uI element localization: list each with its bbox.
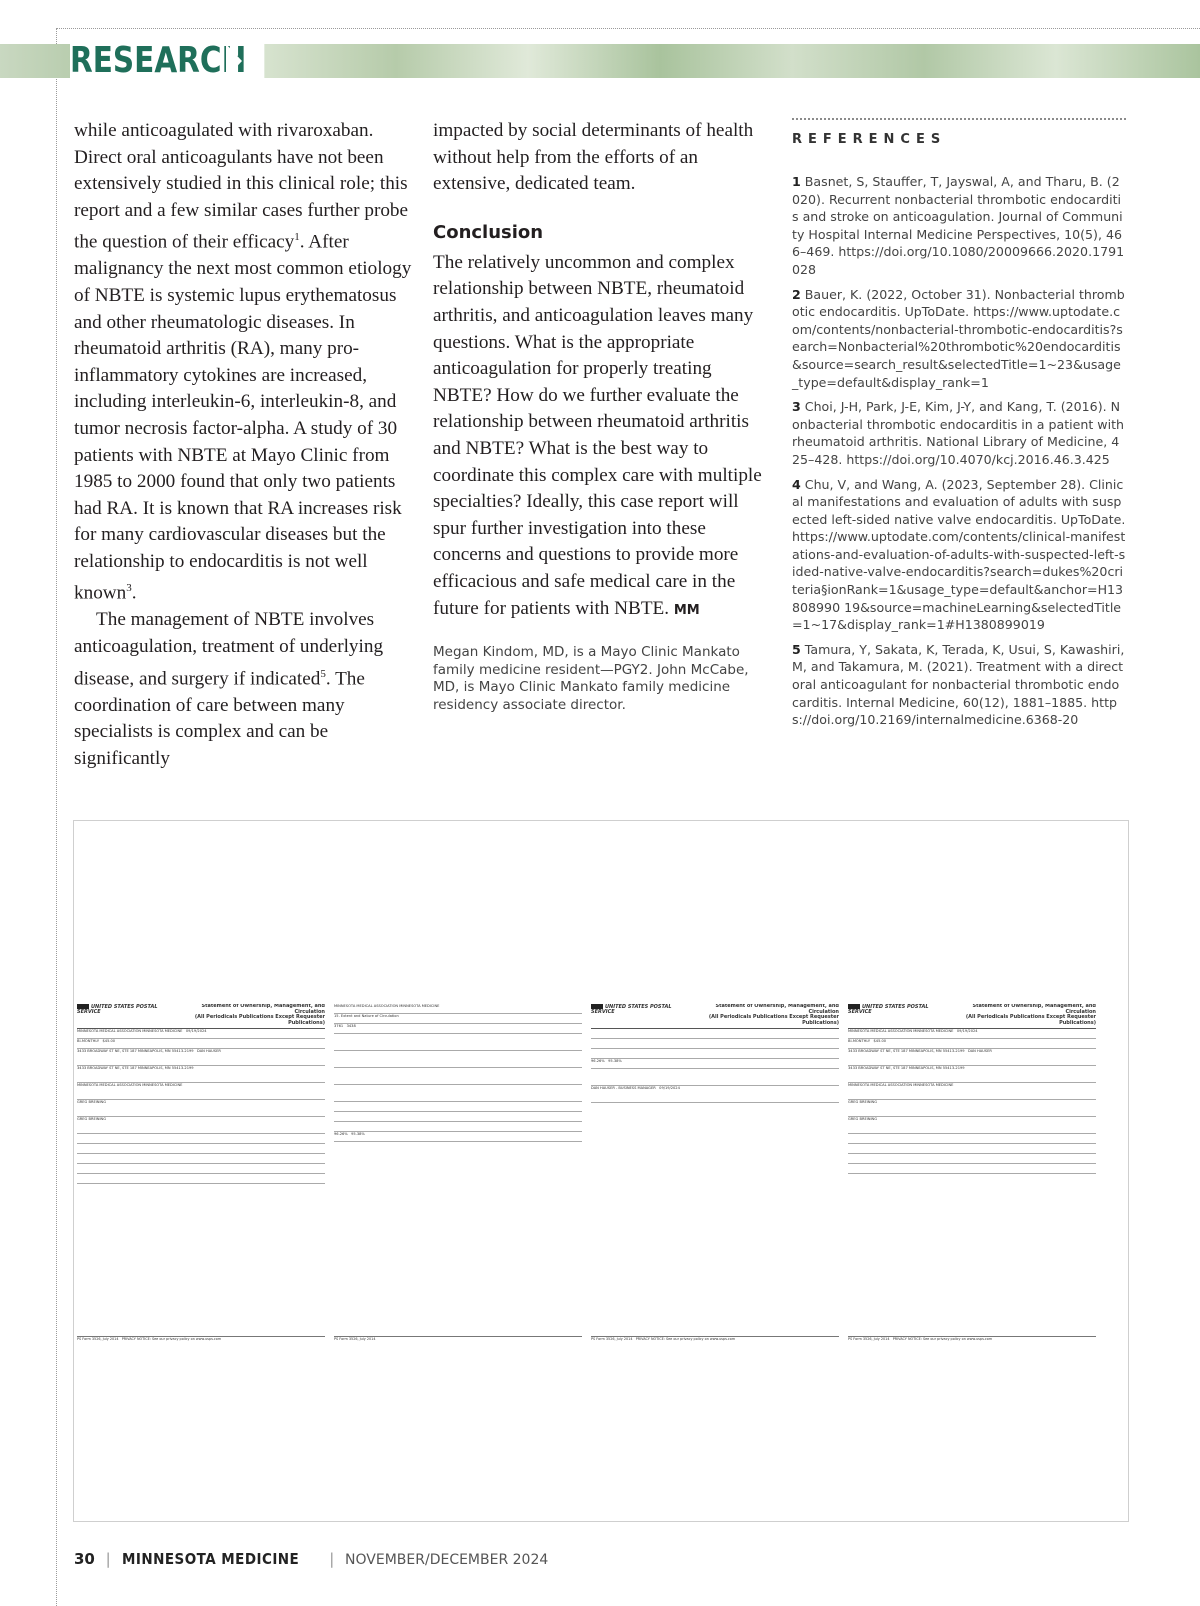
paragraph: impacted by social determinants of health without help from the efforts of an extensive, dedicated team. xyxy=(433,120,754,195)
form-row xyxy=(77,1164,325,1174)
page-footer: 30 | MINNESOTA MEDICINE | NOVEMBER/DECEMBER 2024 xyxy=(74,1550,549,1568)
body-column-1 xyxy=(74,118,412,772)
form-row: 96.26% 95.38% xyxy=(591,1059,839,1069)
form-footer: PS Form 3526, July 2014 xyxy=(334,1336,582,1341)
left-rule xyxy=(56,28,57,1606)
issue-date: NOVEMBER/DECEMBER 2024 xyxy=(345,1552,549,1568)
usps-logo: UNITED STATES POSTAL SERVICE xyxy=(77,1004,158,1015)
form-row xyxy=(334,1034,582,1051)
form-row xyxy=(334,1051,582,1068)
form-row xyxy=(77,1134,325,1144)
form-row xyxy=(334,1068,582,1085)
form-row xyxy=(334,1122,582,1132)
form-row: 3433 BROADWAY ST NE, STE 187 MINNEAPOLIS, MN 55413-2199 DAN HAUSER xyxy=(848,1049,1096,1066)
end-mark: MM xyxy=(673,602,700,618)
top-rule xyxy=(56,28,1200,29)
form-row: 3433 BROADWAY ST NE, STE 187 MINNEAPOLIS, MN 55413-2199 xyxy=(848,1066,1096,1083)
section-label: RESEARCH xyxy=(70,40,264,82)
reference-item: 5 Tamura, Y, Sakata, K, Terada, K, Usui, S, Kawashiri, M, and Takamura, M. (2021). Treatment with a direct oral anticoagulant for nonbacterial thrombotic endocarditis. Internal Medicine, 60(12), 1881–1885. https://doi.org/10.2169/internalmedicine.6368-20 xyxy=(792,641,1125,728)
form-row xyxy=(591,1049,839,1059)
form-row: 15. Extent and Nature of Circulation xyxy=(334,1014,582,1024)
ownership-statement-box xyxy=(73,820,1129,1522)
paragraph: The relatively uncommon and complex relationship between NBTE, rheumatoid arthritis, and anticoagulation leaves many questions. What is the appropriate anticoagulation for properly treating NBTE? How do we further evaluate the relationship between rheumatoid arthritis and NBTE? What is the best way to coordinate this complex care with multiple specialties? Ideally, this case report will spur further investigation into these concerns and questions to provide more efficacious and safe medical care in the future for patients with NBTE. MM xyxy=(433,251,762,619)
form-row xyxy=(77,1144,325,1154)
reference-item: 1 Basnet, S, Stauffer, T, Jayswal, A, and Tharu, B. (2020). Recurrent nonbacterial thrombotic endocarditis and stroke on anticoagulation. Journal of Community Hospital Internal Medicine Perspectives, 10(5), 466–469. https://doi.org/10.1080/20009666.2020.1791028 xyxy=(792,174,1125,277)
form-row: 3433 BROADWAY ST NE, STE 187 MINNEAPOLIS, MN 55413-2199 xyxy=(77,1066,325,1083)
reference-item: 4 Chu, V, and Wang, A. (2023, September 28). Clinical manifestations and evaluation of adults with suspected left-sided native valve endocarditis. UpToDate. https://www.uptodate.com/contents/clinical-manifestations-and-evaluation-of-adults-with-suspected-left-sided-native-valve-endocarditis?search=dukes%20criteria§ionRank=1&usage_type=default&anchor=H13808990 19&source=machineLearning&selectedTitle=1~17&display_rank=1#H1380899019 xyxy=(792,476,1126,633)
form-row: GREG BREINING xyxy=(77,1117,325,1134)
author-bio: Megan Kindom, MD, is a Mayo Clinic Mankato family medicine resident—PGY2. John McCabe, MD, is Mayo Clinic Mankato family medicine residency associate director. xyxy=(433,644,749,713)
paragraph: while anticoagulated with rivaroxaban. Direct oral anticoagulants have not been extensively studied in this clinical role; this report and a few similar cases further probe the question of their efficacy$^1$. After malignancy the next most common etiology of NBTE is systemic lupus erythematosus and other rheumatologic diseases. In rheumatoid arthritis (RA), many pro-inflammatory cytokines are increased, including interleukin-6, interleukin-8, and tumor necrosis factor-alpha. A study of 30 patients with NBTE at Mayo Clinic from 1985 to 2000 found that only two patients had RA. It is known that RA increases risk for many cardiovascular diseases but the relationship to endocarditis is not well known$^3$. xyxy=(74,120,412,604)
banner-arrow-shape xyxy=(226,44,242,78)
form-header: UNITED STATES POSTAL SERVICE Statement of Ownership, Management, and Circulation (All Periodicals Publications Except Requester Publications) xyxy=(591,1004,839,1029)
body-column-2 xyxy=(433,118,763,714)
form-row: GREG BREINING xyxy=(77,1100,325,1117)
form-row xyxy=(334,1085,582,1102)
form-row: 3761 3438 xyxy=(334,1024,582,1034)
form-row: MINNESOTA MEDICAL ASSOCIATION MINNESOTA MEDICINE 09/19/2024 xyxy=(77,1029,325,1039)
form-header: UNITED STATES POSTAL SERVICE Statement of Ownership, Management, and Circulation (All Periodicals Publications Except Requester Publications) xyxy=(77,1004,325,1029)
reference-item: 2 Bauer, K. (2022, October 31). Nonbacterial thrombotic endocarditis. UpToDate. https://www.uptodate.com/contents/nonbacterial-thrombotic-endocarditis?search=Nonbacterial%20thrombotic%20endocarditis&source=search_result&selectedTitle=1~23&usage_type=default&display_rank=1 xyxy=(792,286,1125,390)
magazine-name: MINNESOTA MEDICINE xyxy=(121,1550,299,1568)
paragraph: The management of NBTE involves anticoagulation, treatment of underlying disease, and surgery if indicated$^5$. The coordination of care between many specialists is complex and can be significantly xyxy=(74,609,384,769)
form-row: BI-MONTHLY $45.00 xyxy=(77,1039,325,1049)
form-row: BI-MONTHLY $45.00 xyxy=(848,1039,1096,1049)
form-row xyxy=(848,1164,1096,1174)
form-row xyxy=(591,1029,839,1039)
form-row xyxy=(77,1174,325,1184)
references-section xyxy=(792,118,1126,736)
form-row xyxy=(77,1154,325,1164)
form-row xyxy=(848,1134,1096,1144)
form-row xyxy=(591,1039,839,1049)
statement-form-page-3 xyxy=(591,1004,839,1341)
form-header: UNITED STATES POSTAL SERVICE Statement of Ownership, Management, and Circulation (All Periodicals Publications Except Requester Publications) xyxy=(848,1004,1096,1029)
page-number: 30 xyxy=(74,1550,95,1568)
form-row xyxy=(334,1102,582,1112)
form-row: MINNESOTA MEDICAL ASSOCIATION MINNESOTA MEDICINE xyxy=(848,1083,1096,1100)
statement-form-page-1 xyxy=(77,1004,325,1341)
statement-form-page-2 xyxy=(334,1004,582,1341)
form-row: GREG BREINING xyxy=(848,1117,1096,1134)
form-footer: PS Form 3526, July 2014 PRIVACY NOTICE: See our privacy policy on www.usps.com xyxy=(591,1336,839,1341)
reference-item: 3 Choi, J-H, Park, J-E, Kim, J-Y, and Kang, T. (2016). Nonbacterial thrombotic endocarditis in a patient with rheumatoid arthritis. National Library of Medicine, 425–428. https://doi.org/10.4070/kcj.2016.46.3.425 xyxy=(792,399,1125,467)
form-row: MINNESOTA MEDICAL ASSOCIATION MINNESOTA MEDICINE xyxy=(77,1083,325,1100)
form-row: DAN HAUSER - BUSINESS MANAGER 09/19/2024 xyxy=(591,1086,839,1103)
form-row xyxy=(848,1154,1096,1164)
references-title: REFERENCES xyxy=(792,132,947,147)
form-row xyxy=(334,1112,582,1122)
form-row: MINNESOTA MEDICAL ASSOCIATION MINNESOTA MEDICINE xyxy=(334,1004,582,1014)
form-row: 3433 BROADWAY ST NE, STE 187 MINNEAPOLIS, MN 55413-2199 DAN HAUSER xyxy=(77,1049,325,1066)
form-footer: PS Form 3526, July 2014 PRIVACY NOTICE: See our privacy policy on www.usps.com xyxy=(77,1336,325,1341)
form-row: 96.26% 95.38% xyxy=(334,1132,582,1142)
form-row: GREG BREINING xyxy=(848,1100,1096,1117)
form-row xyxy=(848,1144,1096,1154)
form-row xyxy=(591,1069,839,1086)
form-footer: PS Form 3526, July 2014 PRIVACY NOTICE: See our privacy policy on www.usps.com xyxy=(848,1336,1096,1341)
statement-form-page-4 xyxy=(848,1004,1096,1341)
form-row: MINNESOTA MEDICAL ASSOCIATION MINNESOTA MEDICINE 09/19/2024 xyxy=(848,1029,1096,1039)
section-heading: Conclusion xyxy=(433,221,544,243)
